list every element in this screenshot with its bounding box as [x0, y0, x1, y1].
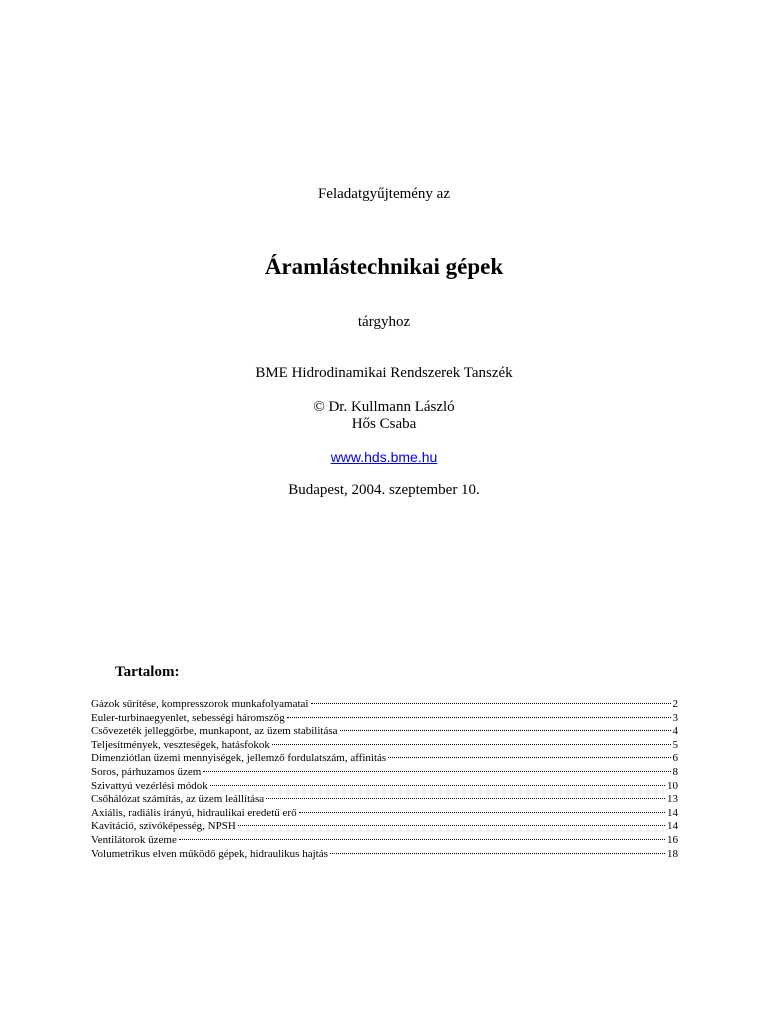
table-of-contents — [91, 698, 678, 861]
toc-entry-title: Kavitáció, szívóképesség, NPSH — [91, 820, 236, 833]
toc-entry-page: 5 — [672, 738, 678, 751]
toc-entry-page: 3 — [672, 711, 678, 724]
toc-entry-title: Volumetrikus elven működő gépek, hidraulikus hajtás — [91, 847, 328, 860]
toc-entry-title: Csőhálózat számítás, az üzem leállítása — [91, 793, 265, 806]
toc-leader-dots — [311, 703, 671, 704]
toc-entry-title: Euler-turbinaegyenlet, sebességi háromszög — [91, 711, 285, 724]
subtitle-bottom: tárgyhoz — [357, 314, 411, 330]
toc-entry[interactable] — [91, 725, 678, 739]
toc-entry[interactable] — [91, 739, 678, 753]
toc-leader-dots — [388, 757, 670, 758]
toc-leader-dots — [330, 853, 665, 854]
toc-leader-dots — [266, 798, 665, 799]
toc-entry-title: Gázok sűrítése, kompresszorok munkafolyamatai — [91, 698, 309, 710]
toc-leader-dots — [179, 839, 665, 840]
document-title: Áramlástechnikai gépek — [264, 254, 504, 279]
toc-entry[interactable] — [91, 807, 678, 821]
toc-entry-title: Szivattyú vezérlési módok — [91, 779, 208, 792]
toc-entry[interactable] — [91, 766, 678, 780]
toc-entry-title: Soros, párhuzamos üzem — [91, 765, 202, 778]
toc-entry[interactable] — [91, 698, 678, 712]
toc-entry-page: 4 — [672, 725, 678, 738]
publication-date: Budapest, 2004. szeptember 10. — [288, 482, 480, 498]
toc-entry[interactable] — [91, 848, 678, 862]
toc-entry[interactable] — [91, 780, 678, 794]
toc-entry-title: Dimenziótlan üzemi mennyiségek, jellemző fordulatszám, affinitás — [91, 752, 387, 765]
toc-entry-page: 10 — [667, 779, 678, 792]
toc-leader-dots — [287, 717, 671, 718]
toc-entry-title: Csővezeték jelleggörbe, munkapont, az üzem stabilitása — [91, 725, 338, 738]
toc-entry-page: 14 — [667, 806, 678, 819]
toc-leader-dots — [272, 744, 671, 745]
toc-entry-page: 14 — [667, 820, 678, 833]
toc-leader-dots — [238, 825, 665, 826]
toc-entry-page: 13 — [667, 793, 678, 806]
toc-entry[interactable] — [91, 834, 678, 848]
toc-entry[interactable] — [91, 712, 678, 726]
toc-heading: Tartalom: — [115, 664, 180, 680]
toc-entry-page: 6 — [672, 752, 678, 765]
toc-entry-title: Ventilátorok üzeme — [91, 833, 177, 846]
toc-entry-page: 8 — [672, 765, 678, 778]
toc-leader-dots — [210, 785, 665, 786]
toc-leader-dots — [203, 771, 670, 772]
website-line — [0, 449, 768, 465]
author-primary: © Dr. Kullmann László — [313, 399, 455, 415]
toc-entry[interactable] — [91, 793, 678, 807]
toc-entry-title: Teljesítmények, veszteségek, hatásfokok — [91, 738, 270, 751]
department-name: BME Hidrodinamikai Rendszerek Tanszék — [255, 365, 513, 381]
toc-entry-page: 2 — [672, 698, 678, 710]
website-link[interactable]: www.hds.bme.hu — [330, 449, 438, 465]
author-secondary: Hős Csaba — [351, 416, 417, 432]
toc-leader-dots — [299, 812, 665, 813]
toc-entry[interactable] — [91, 820, 678, 834]
toc-leader-dots — [340, 730, 671, 731]
toc-entry-title: Axiális, radiális irányú, hidraulikai eredetű erő — [91, 806, 297, 819]
toc-entry-page: 18 — [667, 847, 678, 860]
subtitle-top: Feladatgyűjtemény az — [317, 186, 451, 202]
toc-entry-page: 16 — [667, 833, 678, 846]
toc-entry[interactable] — [91, 752, 678, 766]
